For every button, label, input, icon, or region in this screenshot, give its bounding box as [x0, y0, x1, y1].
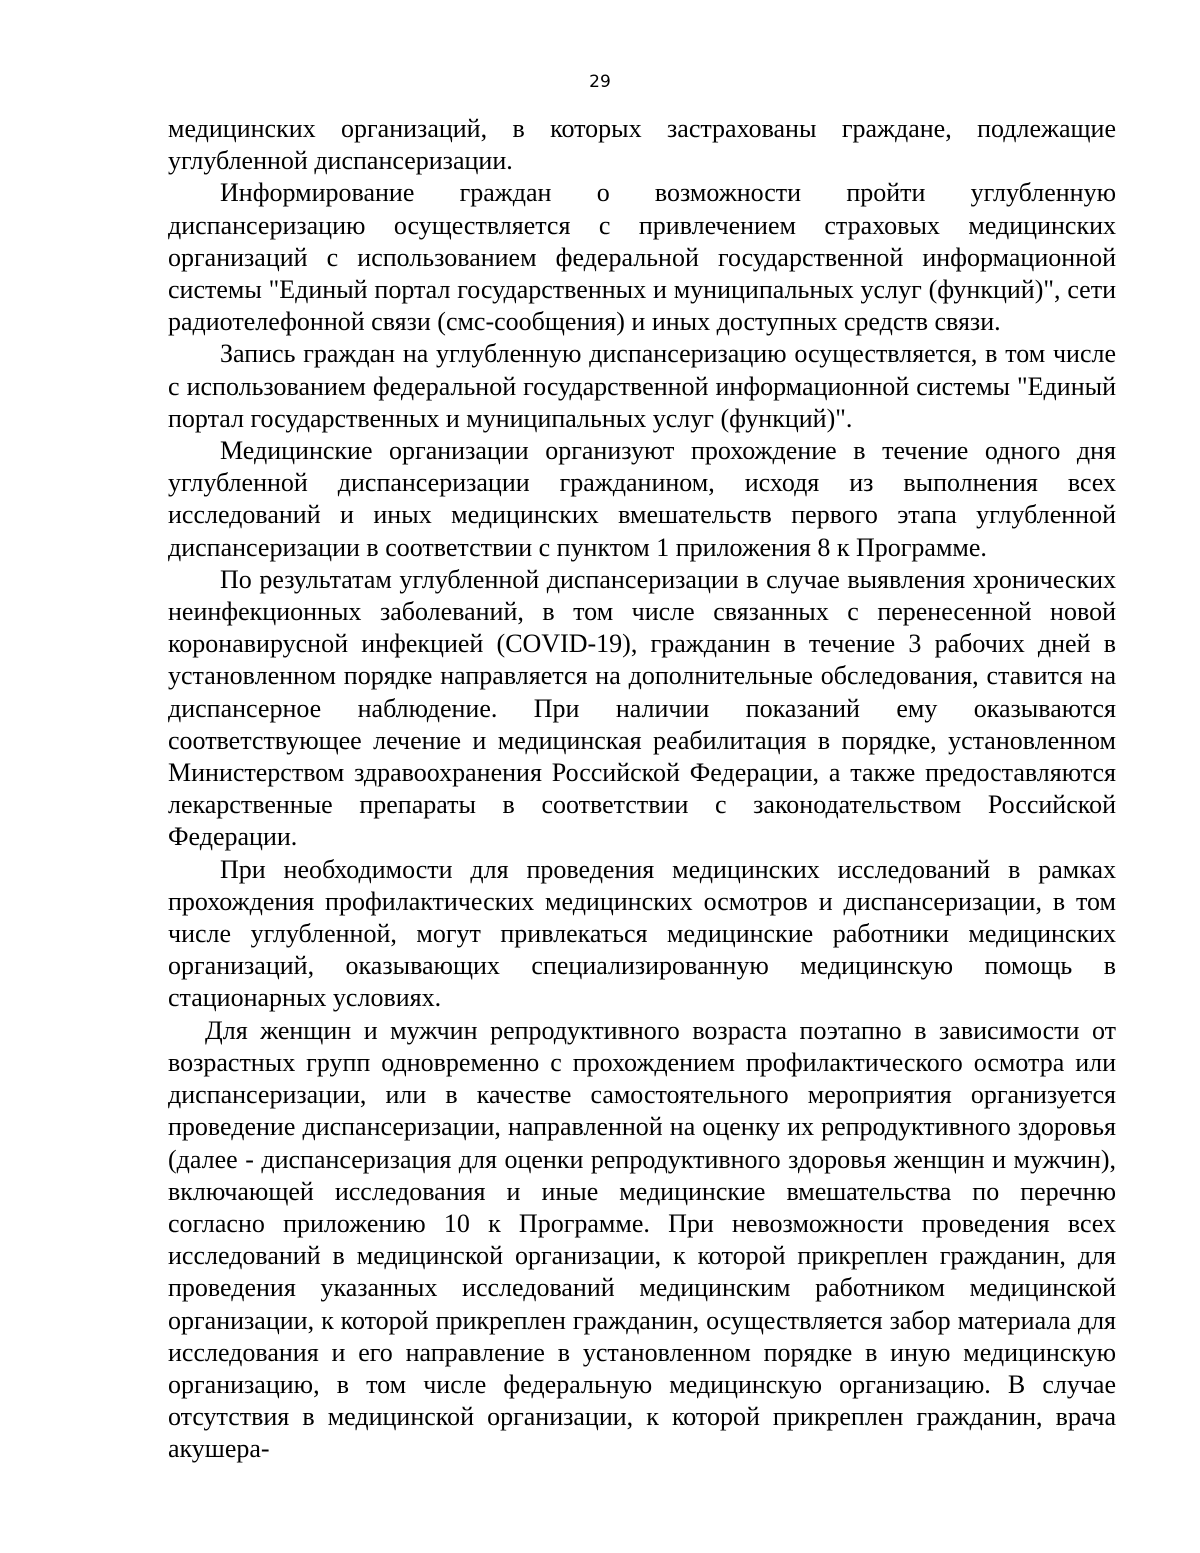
paragraph-results: По результатам углубленной диспансеризации в случае выявления хронических неинфекционных заболеваний, в том числе связанных с перенесенной новой коронавирусной инфекцией (COVID-19), гражданин в течение 3 рабочих дней в установленном порядке направляется на дополнительные обследования, ставится на диспансерное наблюдение. При наличии показаний ему оказываются соответствующее лечение и медицинская реабилитация в порядке, установленном Министерством здравоохранения Российской Федерации, а также предоставляются лекарственные препараты в соответствии с законодательством Российской Федерации.: [168, 564, 1116, 852]
document-body: [168, 113, 1116, 1466]
paragraph-informing: Информирование граждан о возможности пройти углубленную диспансеризацию осуществляется с привлечением страховых медицинских организаций с использованием федеральной государственной информационной системы "Единый портал государственных и муниципальных услуг (функций)", сети радиотелефонной связи (смс-сообщения) и иных доступных средств связи.: [168, 178, 1116, 337]
paragraph-continuation: медицинских организаций, в которых застрахованы граждане, подлежащие углубленной диспансеризации.: [168, 114, 1116, 176]
page-number: 29: [589, 72, 611, 92]
paragraph-specialists: При необходимости для проведения медицинских исследований в рамках прохождения профилактических медицинских осмотров и диспансеризации, в том числе углубленной, могут привлекаться медицинские работники медицинских организаций, оказывающих специализированную медицинскую помощь в стационарных условиях.: [168, 854, 1116, 1013]
paragraph-one-day: Медицинские организации организуют прохождение в течение одного дня углубленной диспансеризации гражданином, исходя из выполнения всех исследований и иных медицинских вмешательств первого этапа углубленной диспансеризации в соответствии с пунктом 1 приложения 8 к Программе.: [168, 436, 1116, 562]
paragraph-registration: Запись граждан на углубленную диспансеризацию осуществляется, в том числе с использованием федеральной государственной информационной системы "Единый портал государственных и муниципальных услуг (функций)".: [168, 339, 1116, 433]
paragraph-reproductive-health: Для женщин и мужчин репродуктивного возраста поэтапно в зависимости от возрастных групп одновременно с прохождением профилактического осмотра или диспансеризации, или в качестве самостоятельного мероприятия организуется проведение диспансеризации, направленной на оценку их репродуктивного здоровья (далее - диспансеризация для оценки репродуктивного здоровья женщин и мужчин), включающей исследования и иные медицинские вмешательства по перечню согласно приложению 10 к Программе. При невозможности проведения всех исследований в медицинской организации, к которой прикреплен гражданин, для проведения указанных исследований медицинским работником медицинской организации, к которой прикреплен гражданин, осуществляется забор материала для исследования и его направление в установленном порядке в иную медицинскую организацию, в том числе федеральную медицинскую организацию. В случае отсутствия в медицинской организации, к которой прикреплен гражданин, врача акушера-: [168, 1015, 1116, 1464]
